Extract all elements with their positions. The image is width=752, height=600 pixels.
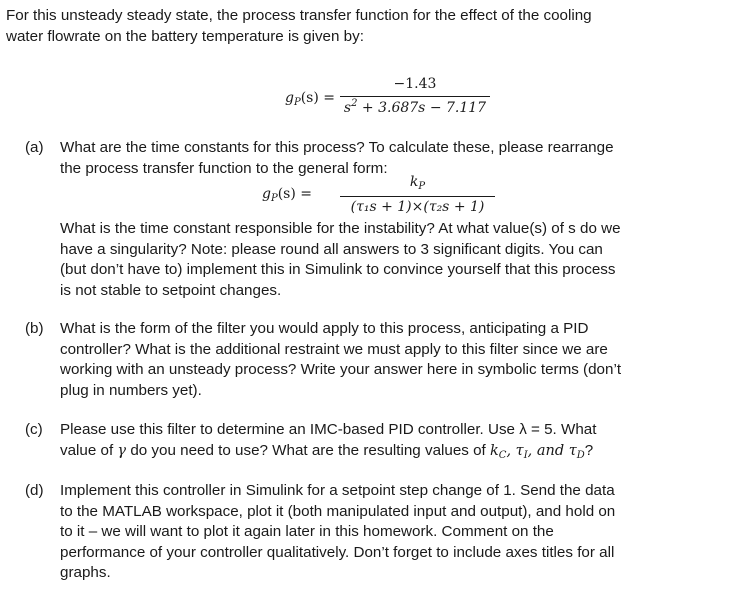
part-a-line-6: is not stable to setpoint changes.: [60, 281, 282, 299]
part-a-text-before: [60, 138, 614, 179]
part-b-line-1: What is the form of the filter you would apply to this process, anticipating a PID: [60, 320, 589, 337]
part-b-line-4: plug in numbers yet).: [60, 381, 202, 399]
part-c-line-1: Please use this filter to determine an IMC-based PID controller. Use λ = 5. What: [60, 421, 597, 438]
part-b-text: [60, 319, 621, 401]
part-b-label: (b): [25, 320, 44, 337]
part-c-line-2: value of γ do you need to use? What are the resulting values of $k_C$, $\tau_I$, and $\tau_D$?: [60, 441, 594, 461]
part-d-text: [60, 481, 615, 584]
intro-paragraph: [6, 6, 592, 47]
eq2-denominator: (τ₁s + 1)×(τ₂s + 1): [350, 199, 485, 215]
eq1-lhs: $g_P(s)$ =: [285, 90, 335, 108]
part-c-text: [60, 420, 596, 461]
part-a-line-1: What are the time constants for this process? To calculate these, please rearrange: [60, 139, 614, 156]
part-d-line-2: to the MATLAB workspace, plot it (both manipulated input and output), and hold on: [60, 502, 616, 520]
part-b-line-2: controller? What is the additional restraint we must apply to this filter since we are: [60, 340, 608, 358]
part-d-line-3: to it – we will want to plot it again later in this homework. Comment on the: [60, 523, 554, 540]
intro-line-2: water flowrate on the battery temperature is given by:: [6, 27, 364, 45]
part-d-line-5: graphs.: [60, 564, 111, 581]
eq2-numerator: $k_P$: [409, 174, 426, 192]
part-a-text-after: [60, 219, 621, 301]
part-a-line-5: (but don’t have to) implement this in Simulink to convince yourself that this process: [60, 261, 616, 278]
eq1-numerator: −1.43: [393, 76, 437, 92]
part-d-line-1: Implement this controller in Simulink for a setpoint step change of 1. Send the data: [60, 482, 615, 499]
eq2-lhs: $g_P(s)$ =: [262, 186, 312, 204]
eq1-denominator: $s^2 + 3.687s - 7.117$: [343, 98, 487, 116]
part-d-label: (d): [25, 482, 44, 499]
part-a-line-2: the process transfer function to the general form:: [60, 159, 388, 177]
part-a-label: (a): [25, 139, 44, 156]
part-c-label: (c): [25, 421, 43, 438]
intro-line-1: For this unsteady steady state, the process transfer function for the effect of the cooling: [6, 7, 592, 24]
part-a-line-4: have a singularity? Note: please round all answers to 3 significant digits. You can: [60, 240, 603, 258]
general-form-equation: [0, 174, 752, 222]
transfer-function-equation: [0, 70, 752, 120]
eq2-fraction-bar: [340, 196, 495, 197]
part-d-line-4: performance of your controller qualitatively. Don’t forget to include axes titles for all: [60, 543, 615, 561]
part-a-line-3: What is the time constant responsible for the instability? At what value(s) of s do we: [60, 220, 621, 237]
eq1-fraction-bar: [340, 96, 490, 97]
part-b-line-3: working with an unsteady process? Write your answer here in symbolic terms (don’t: [60, 361, 622, 378]
